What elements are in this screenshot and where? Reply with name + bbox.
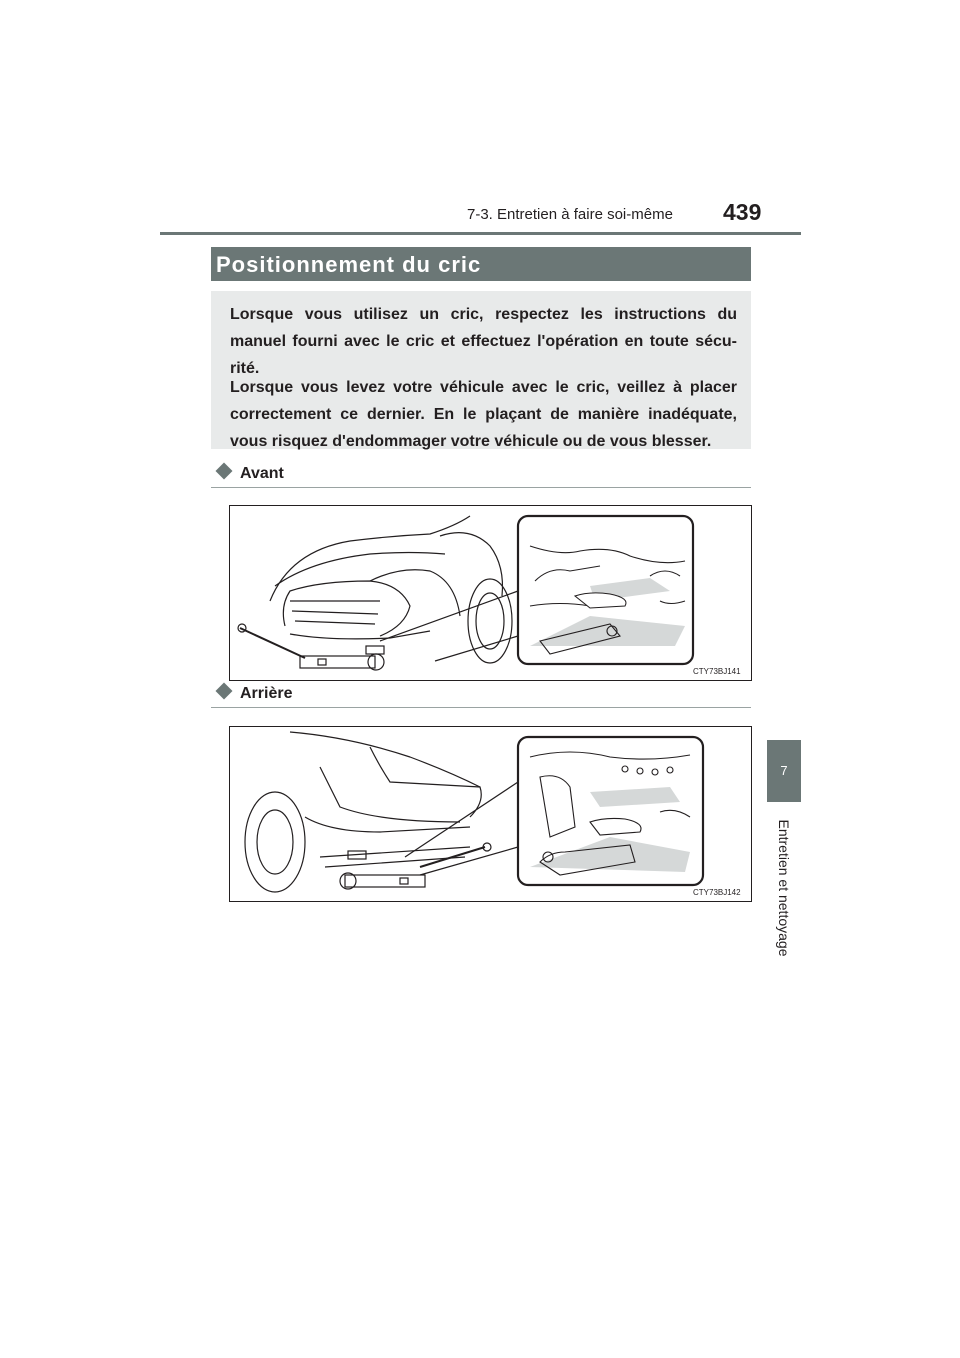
front-jack-illustration [229, 505, 752, 681]
rear-figure-code: CTY73BJ142 [693, 888, 741, 897]
header-section-title: 7-3. Entretien à faire soi-même [467, 206, 673, 223]
rear-heading-rule [211, 707, 751, 708]
diamond-bullet-icon [216, 683, 233, 700]
intro-paragraph-1: Lorsque vous utilisez un cric, respectez les instructions du manuel fourni avec le cric et effectuez l'opération en toute sécu-rité. [230, 306, 737, 377]
front-heading-rule [211, 487, 751, 488]
rear-jack-illustration [229, 726, 752, 902]
intro-box [211, 291, 751, 449]
page-number: 439 [723, 199, 762, 225]
front-car-jack-drawing [230, 506, 751, 680]
diamond-bullet-icon [216, 463, 233, 480]
intro-paragraph-2: Lorsque vous levez votre véhicule avec le cric, veillez à placer correctement ce dernier. En le plaçant de manière inadéquate, vous risquez d'endommager votre véhicule ou de vous blesser. [230, 379, 737, 450]
front-figure-code: CTY73BJ141 [693, 667, 741, 676]
header-divider [160, 232, 801, 235]
front-heading-label: Avant [240, 465, 284, 482]
rear-car-jack-drawing [230, 727, 751, 901]
section-title: Positionnement du cric [216, 252, 482, 277]
chapter-tab: 7 [767, 740, 801, 802]
front-heading [218, 465, 284, 483]
rear-heading-label: Arrière [240, 685, 293, 702]
chapter-title: Entretien et nettoyage [776, 819, 792, 957]
rear-heading [218, 685, 292, 703]
